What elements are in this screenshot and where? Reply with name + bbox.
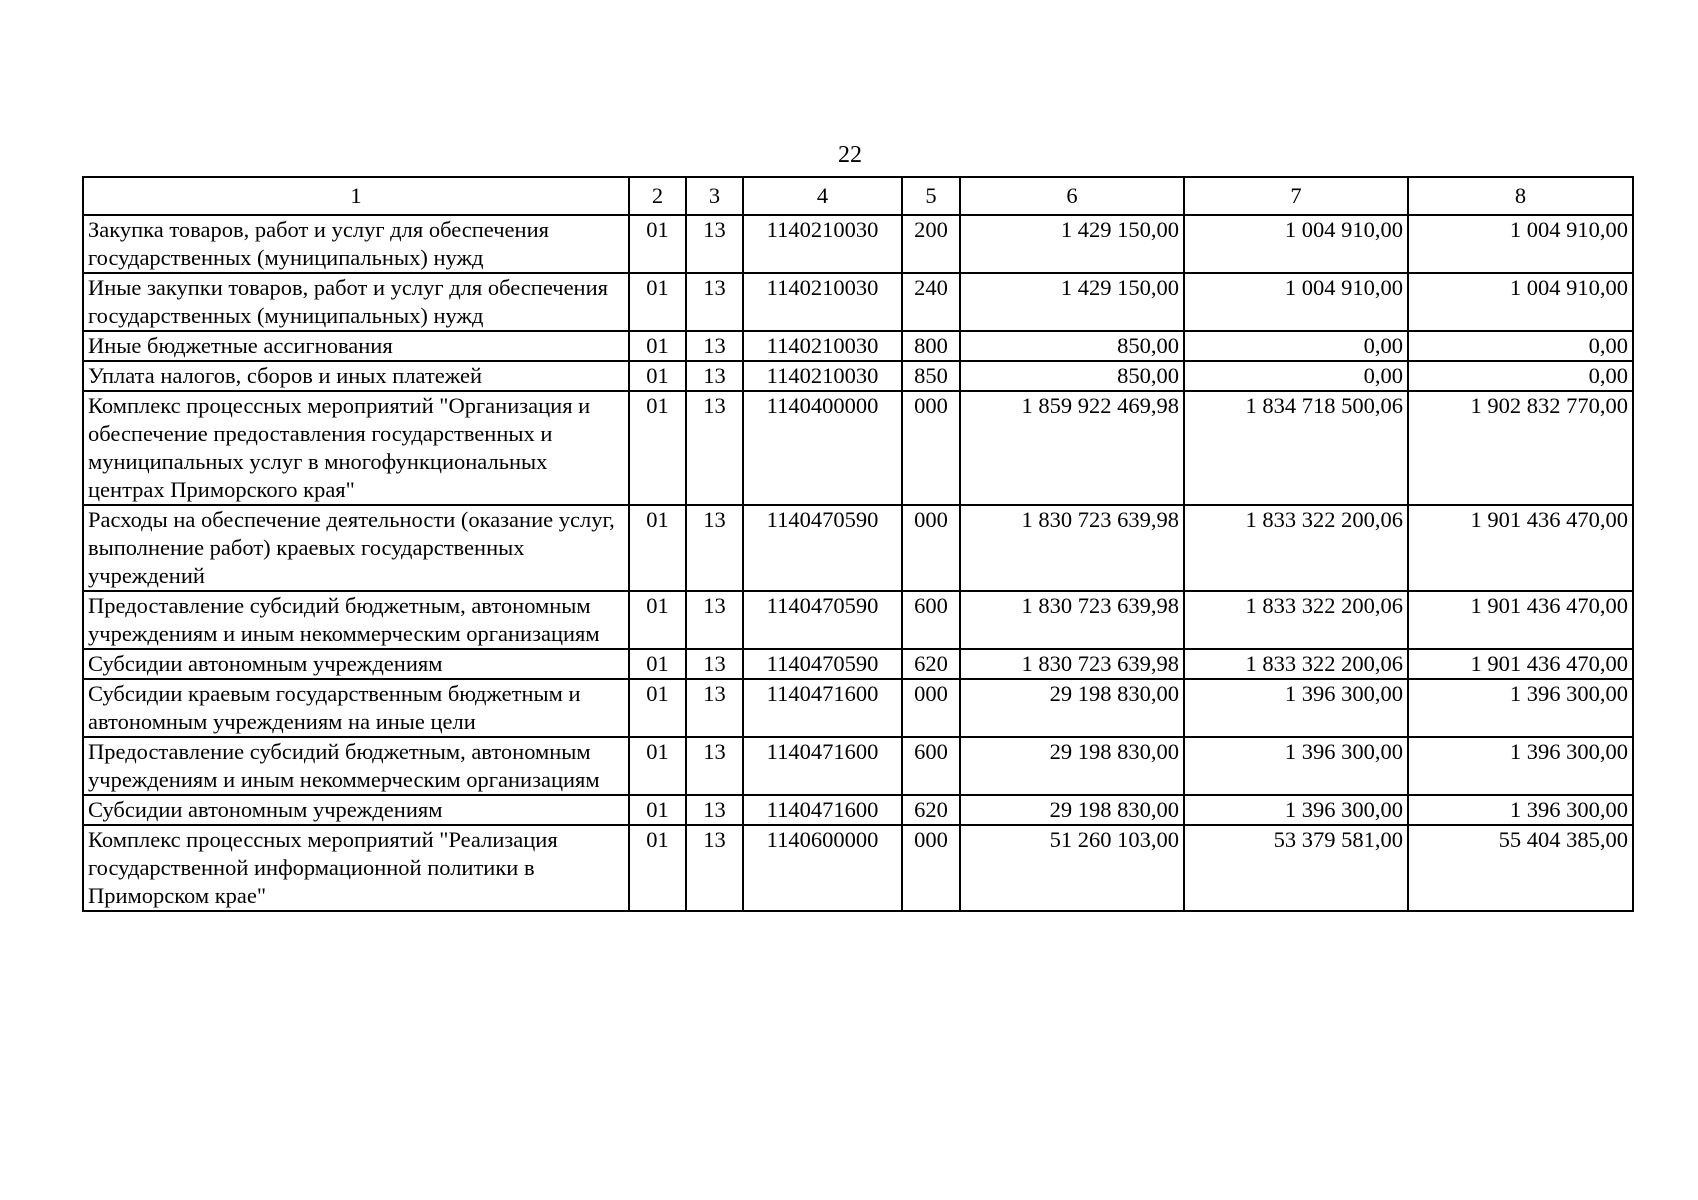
section-code-cell: 01 [629,795,686,825]
expense-type-cell: 000 [902,825,960,911]
table-row [83,331,1633,361]
amount-col7-cell: 1 833 322 200,06 [1184,591,1408,649]
amount-col7-cell: 1 004 910,00 [1184,273,1408,331]
section-code-cell: 01 [629,215,686,273]
expense-type-cell: 000 [902,679,960,737]
subsection-code-cell: 13 [686,737,743,795]
section-code-cell: 01 [629,273,686,331]
target-article-cell: 1140470590 [743,649,902,679]
amount-col6-cell: 29 198 830,00 [960,679,1184,737]
amount-col8-cell: 0,00 [1408,361,1633,391]
target-article-cell: 1140210030 [743,331,902,361]
section-code-cell: 01 [629,331,686,361]
subsection-code-cell: 13 [686,505,743,591]
subsection-code-cell: 13 [686,331,743,361]
amount-col6-cell: 1 859 922 469,98 [960,391,1184,505]
table-row [83,361,1633,391]
table-row [83,795,1633,825]
amount-col8-cell: 1 396 300,00 [1408,795,1633,825]
amount-col7-cell: 1 833 322 200,06 [1184,649,1408,679]
column-header-8: 8 [1408,177,1633,215]
amount-col8-cell: 1 396 300,00 [1408,737,1633,795]
column-header-1: 1 [83,177,629,215]
amount-col7-cell: 1 396 300,00 [1184,737,1408,795]
section-code-cell: 01 [629,825,686,911]
target-article-cell: 1140210030 [743,273,902,331]
row-name-cell: Закупка товаров, работ и услуг для обеспечения государственных (муниципальных) нужд [83,215,629,273]
subsection-code-cell: 13 [686,825,743,911]
amount-col6-cell: 29 198 830,00 [960,737,1184,795]
column-header-2: 2 [629,177,686,215]
target-article-cell: 1140210030 [743,215,902,273]
amount-col8-cell: 1 902 832 770,00 [1408,391,1633,505]
target-article-cell: 1140600000 [743,825,902,911]
table-header [83,177,1633,215]
row-name-cell: Субсидии автономным учреждениям [83,649,629,679]
table-body [83,215,1633,911]
column-header-6: 6 [960,177,1184,215]
expense-type-cell: 850 [902,361,960,391]
amount-col8-cell: 1 004 910,00 [1408,215,1633,273]
column-header-5: 5 [902,177,960,215]
subsection-code-cell: 13 [686,391,743,505]
row-name-cell: Комплекс процессных мероприятий "Реализация государственной информационной политики в Приморском крае" [83,825,629,911]
target-article-cell: 1140470590 [743,591,902,649]
table-row [83,649,1633,679]
expense-type-cell: 600 [902,591,960,649]
subsection-code-cell: 13 [686,215,743,273]
target-article-cell: 1140400000 [743,391,902,505]
amount-col7-cell: 1 396 300,00 [1184,679,1408,737]
section-code-cell: 01 [629,679,686,737]
target-article-cell: 1140471600 [743,679,902,737]
row-name-cell: Предоставление субсидий бюджетным, автономным учреждениям и иным некоммерческим организациям [83,591,629,649]
column-header-3: 3 [686,177,743,215]
amount-col8-cell: 1 004 910,00 [1408,273,1633,331]
amount-col7-cell: 1 396 300,00 [1184,795,1408,825]
subsection-code-cell: 13 [686,361,743,391]
section-code-cell: 01 [629,649,686,679]
table-row [83,391,1633,505]
amount-col6-cell: 850,00 [960,331,1184,361]
amount-col6-cell: 1 429 150,00 [960,215,1184,273]
subsection-code-cell: 13 [686,649,743,679]
header-row [83,177,1633,215]
expense-type-cell: 000 [902,391,960,505]
amount-col8-cell: 1 901 436 470,00 [1408,649,1633,679]
amount-col7-cell: 0,00 [1184,361,1408,391]
amount-col7-cell: 1 833 322 200,06 [1184,505,1408,591]
amount-col8-cell: 0,00 [1408,331,1633,361]
budget-table [82,176,1634,912]
section-code-cell: 01 [629,361,686,391]
section-code-cell: 01 [629,737,686,795]
table-row [83,505,1633,591]
expense-type-cell: 620 [902,795,960,825]
amount-col6-cell: 1 830 723 639,98 [960,591,1184,649]
table-row [83,825,1633,911]
column-header-4: 4 [743,177,902,215]
amount-col6-cell: 29 198 830,00 [960,795,1184,825]
expense-type-cell: 200 [902,215,960,273]
table-row [83,273,1633,331]
expense-type-cell: 000 [902,505,960,591]
expense-type-cell: 800 [902,331,960,361]
page-number: 22 [838,142,862,168]
table-row [83,591,1633,649]
target-article-cell: 1140471600 [743,737,902,795]
amount-col6-cell: 1 830 723 639,98 [960,505,1184,591]
amount-col7-cell: 53 379 581,00 [1184,825,1408,911]
subsection-code-cell: 13 [686,591,743,649]
amount-col8-cell: 55 404 385,00 [1408,825,1633,911]
target-article-cell: 1140471600 [743,795,902,825]
table-row [83,215,1633,273]
row-name-cell: Расходы на обеспечение деятельности (оказание услуг, выполнение работ) краевых государственных учреждений [83,505,629,591]
expense-type-cell: 620 [902,649,960,679]
row-name-cell: Субсидии автономным учреждениям [83,795,629,825]
amount-col8-cell: 1 396 300,00 [1408,679,1633,737]
amount-col7-cell: 1 004 910,00 [1184,215,1408,273]
section-code-cell: 01 [629,505,686,591]
table-row [83,679,1633,737]
subsection-code-cell: 13 [686,679,743,737]
section-code-cell: 01 [629,391,686,505]
table-row [83,737,1633,795]
row-name-cell: Иные закупки товаров, работ и услуг для обеспечения государственных (муниципальных) нужд [83,273,629,331]
subsection-code-cell: 13 [686,273,743,331]
row-name-cell: Иные бюджетные ассигнования [83,331,629,361]
subsection-code-cell: 13 [686,795,743,825]
amount-col8-cell: 1 901 436 470,00 [1408,591,1633,649]
section-code-cell: 01 [629,591,686,649]
target-article-cell: 1140470590 [743,505,902,591]
amount-col7-cell: 0,00 [1184,331,1408,361]
expense-type-cell: 240 [902,273,960,331]
amount-col6-cell: 850,00 [960,361,1184,391]
row-name-cell: Комплекс процессных мероприятий "Организация и обеспечение предоставления государственных и муниципальных услуг в многофункциональных центрах Приморского края" [83,391,629,505]
row-name-cell: Предоставление субсидий бюджетным, автономным учреждениям и иным некоммерческим организациям [83,737,629,795]
amount-col8-cell: 1 901 436 470,00 [1408,505,1633,591]
amount-col6-cell: 1 429 150,00 [960,273,1184,331]
target-article-cell: 1140210030 [743,361,902,391]
row-name-cell: Субсидии краевым государственным бюджетным и автономным учреждениям на иные цели [83,679,629,737]
amount-col7-cell: 1 834 718 500,06 [1184,391,1408,505]
amount-col6-cell: 1 830 723 639,98 [960,649,1184,679]
row-name-cell: Уплата налогов, сборов и иных платежей [83,361,629,391]
column-header-7: 7 [1184,177,1408,215]
expense-type-cell: 600 [902,737,960,795]
amount-col6-cell: 51 260 103,00 [960,825,1184,911]
